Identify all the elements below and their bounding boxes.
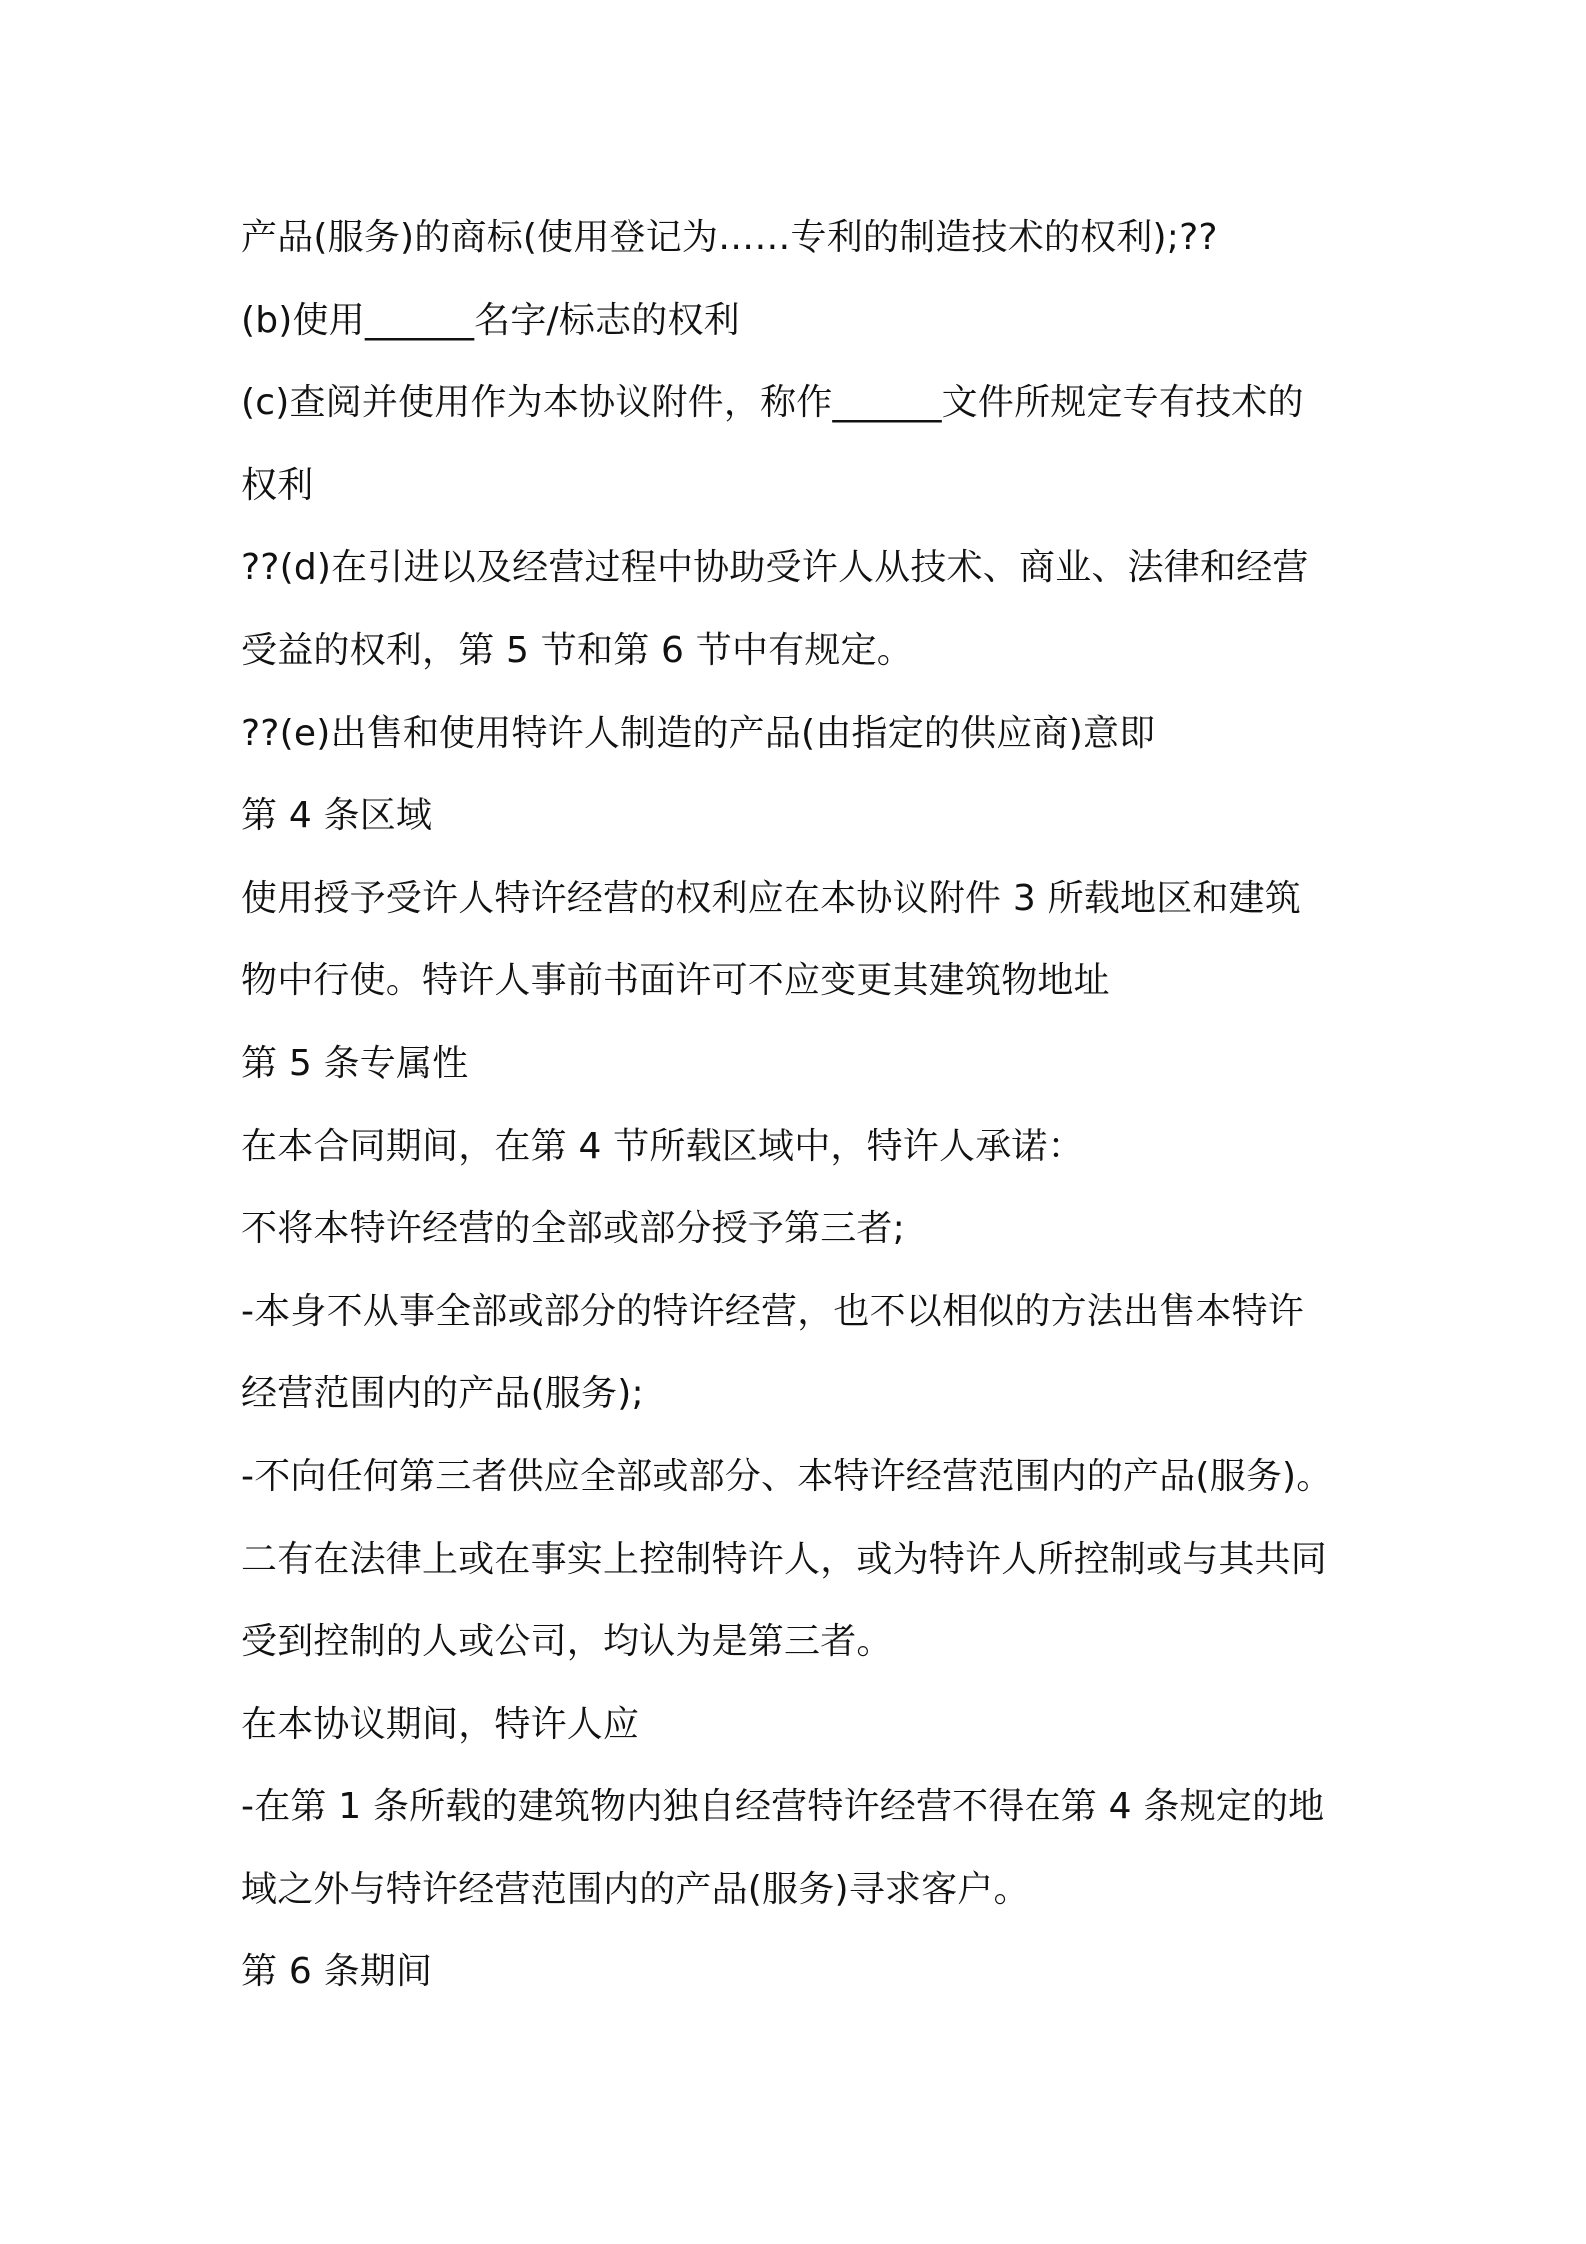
text-line-1: 产品(服务)的商标(使用登记为……专利的制造技术的权利);?? <box>241 217 1218 258</box>
text-line-20: -在第 1 条所载的建筑物内独自经营特许经营不得在第 4 条规定的地 <box>241 1786 1325 1828</box>
text-line-18: 受到控制的人或公司，均认为是第三者。 <box>241 1621 893 1663</box>
text-line-16: -不向任何第三者供应全部或部分、本特许经营范围内的产品(服务)。 <box>241 1455 1333 1497</box>
text-line-17: 二有在法律上或在事实上控制特许人，或为特许人所控制或与其共同 <box>241 1538 1328 1580</box>
text-line-21: 域之外与特许经营范围内的产品(服务)寻求客户。 <box>241 1868 1030 1910</box>
section-heading-5: 第 5 条专属性 <box>241 1042 469 1084</box>
text-line-9: 使用授予受许人特许经营的权利应在本协议附件 3 所载地区和建筑 <box>241 877 1301 919</box>
text-line-3: (c)查阅并使用作为本协议附件，称作______文件所规定专有技术的 <box>241 382 1304 424</box>
text-line-10: 物中行使。特许人事前书面许可不应变更其建筑物地址 <box>241 960 1110 1002</box>
text-line-19: 在本协议期间，特许人应 <box>241 1703 640 1745</box>
text-line-15: 经营范围内的产品(服务); <box>241 1373 644 1415</box>
text-line-4: 权利 <box>241 464 314 506</box>
text-line-12: 在本合同期间，在第 4 节所载区域中，特许人承诺： <box>241 1125 1084 1167</box>
text-line-6: 受益的权利，第 5 节和第 6 节中有规定。 <box>241 629 913 671</box>
text-line-5: ??(d)在引进以及经营过程中协助受许人从技术、商业、法律和经营 <box>241 547 1309 589</box>
text-line-13: 不将本特许经营的全部或部分授予第三者; <box>241 1208 905 1250</box>
text-line-2: (b)使用______名字/标志的权利 <box>241 299 740 341</box>
section-heading-6: 第 6 条期间 <box>241 1951 433 1993</box>
document-body <box>241 197 1361 2014</box>
text-line-7: ??(e)出售和使用特许人制造的产品(由指定的供应商)意即 <box>241 712 1156 754</box>
section-heading-4: 第 4 条区域 <box>241 795 433 837</box>
text-line-14: -本身不从事全部或部分的特许经营，也不以相似的方法出售本特许 <box>241 1290 1304 1332</box>
